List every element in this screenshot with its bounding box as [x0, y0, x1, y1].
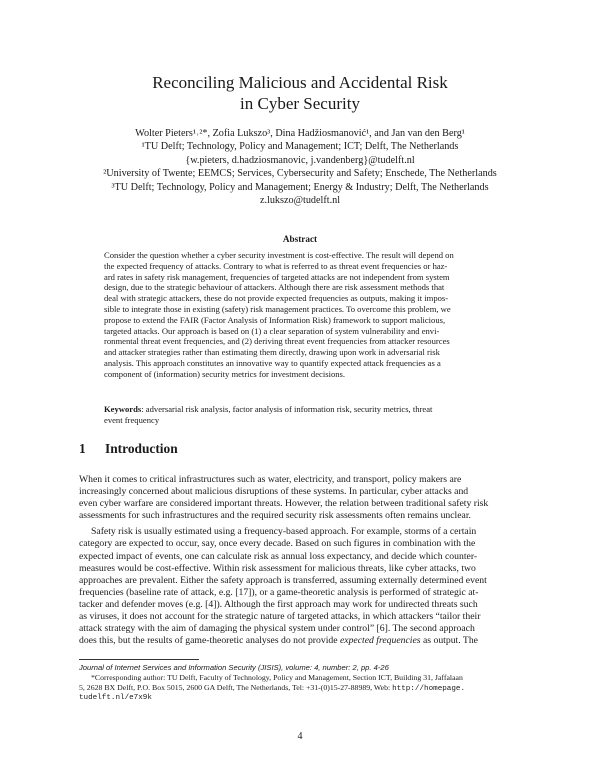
email-3: z.lukszo@tudelft.nl [259, 195, 341, 207]
body-line: approaches are prevalent. Either the safety approach is transferred, assuming externally determined event [79, 574, 487, 586]
body-line: expected impact of events, one can calculate risk as annual loss expectancy, and decide which counter- [79, 550, 478, 562]
body-line: even cyber warfare are considered important threats. However, the relation between traditional safety risk [79, 498, 489, 510]
body-line: category are expected to occur, say, once every decade. Based on such figures in combination with the [79, 538, 476, 550]
affiliation-2: ²University of Twente; EEMCS; Services, Cybersecurity and Safety; Enschede, The Netherlands [103, 168, 497, 180]
abstract-line: the expected frequency of attacks. Contrary to what is referred to as threat event frequencies or haz- [104, 260, 448, 271]
body-line: increasingly concerned about malicious disruptions of these systems. In particular, cyber attacks and [79, 486, 469, 498]
body-line: attack strategy with the aim of damaging the physical system under control” [6]. The second approach [79, 623, 475, 635]
body-line: as viruses, it does not account for the strategic nature of targeted attacks, in which attackers “tailor their [79, 611, 481, 623]
body-text-run: as output. The [420, 635, 478, 647]
keywords-line-1 [104, 404, 496, 415]
section-number: 1 [79, 441, 86, 456]
body-text-run: does this, but the results of game-theoretic analyses do not provide [79, 635, 340, 647]
body-line: Safety risk is usually estimated using a frequency-based approach. For example, storms of a certain [91, 526, 477, 538]
abstract-line: sible to integrate those in existing (safety) risk management practices. To overcome this problem, we [104, 303, 451, 314]
section-title: Introduction [105, 441, 178, 456]
body-line: tacker and defender moves (e.g. [4]). Although the first approach may work for undirected threats such [79, 598, 478, 610]
footnote-rule [79, 659, 199, 660]
abstract-heading: Abstract [282, 234, 318, 244]
author-block [40, 127, 560, 207]
body-text [79, 474, 521, 647]
page-number: 4 [297, 731, 303, 742]
body-line: measures would be cost-effective. Within risk assessment for malicious threats, like cyber attacks, two [79, 562, 476, 574]
abstract-line: deal with strategic attackers, these do not provide expected frequencies as outputs, making it impos- [104, 293, 449, 304]
keywords-line-2: event frequency [104, 414, 160, 425]
footnotes [79, 663, 521, 704]
abstract-line: ronmental threat event frequencies, and (2) deriving threat event frequencies from attacker resources [104, 336, 450, 347]
abstract-line: propose to extend the FAIR (Factor Analysis of Information Risk) framework to support malicious, [104, 314, 446, 325]
corresponding-author-line-1: *Corresponding author: TU Delft, Faculty of Technology, Policy and Management, Section ICT, Building 31, Jaffalaan [91, 672, 463, 682]
abstract-line: and attacker strategies rather than estimating them directly, drawing upon work in adversarial risk [104, 347, 440, 358]
keywords-text: : adversarial risk analysis, factor analysis of information risk, security metrics, threat [141, 404, 433, 414]
body-line [79, 635, 521, 647]
keywords [104, 404, 496, 426]
abstract-body [104, 250, 496, 380]
journal-citation: Journal of Internet Services and Information Security (JISIS), volume: 4, number: 2, pp. 4-26 [79, 663, 389, 672]
keywords-label: Keywords [104, 404, 142, 414]
abstract-line: analysis. This approach constitutes an innovative way to quantify expected attack frequencies as a [104, 357, 441, 368]
corresponding-author-line-2 [79, 683, 521, 695]
emphasis-text: expected frequencies [339, 635, 421, 647]
paper-title [60, 72, 540, 114]
body-line: assessments for such infrastructures and the required security risk assessments often remains unclear. [79, 510, 471, 522]
title-line-2: in Cyber Security [240, 94, 360, 113]
abstract-line: Consider the question whether a cyber security investment is cost-effective. The result will depend on [104, 250, 454, 260]
footnote-text: 5, 2628 BX Delft, P.O. Box 5015, 2600 GA Delft, The Netherlands, Tel: +31-(0)15-27-88989, Web: [79, 682, 393, 692]
section-heading [79, 441, 178, 457]
homepage-link-cont[interactable]: tudelft.nl/e7x9k [79, 694, 152, 703]
homepage-link[interactable]: http://homepage. [392, 684, 466, 693]
affiliation-1: ¹TU Delft; Technology, Policy and Management; ICT; Delft, The Netherlands [141, 141, 459, 153]
author-names: Wolter Pieters¹˒²*, Zofia Lukszo³, Dina Hadžiosmanović¹, and Jan van den Berg¹ [135, 128, 465, 139]
abstract-line: targeted attacks. Our approach is based on (1) a clear separation of system vulnerability and envi- [104, 325, 440, 336]
abstract-line: ard rates in safety risk management, frequencies of targeted attacks are not independent from system [104, 271, 450, 282]
title-line-1: Reconciling Malicious and Accidental Risk [152, 73, 448, 92]
emails-1: {w.pieters, d.hadziosmanovic, j.vandenberg}@tudelft.nl [185, 154, 415, 166]
affiliation-3: ³TU Delft; Technology, Policy and Management; Energy & Industry; Delft, The Netherlands [111, 181, 489, 193]
abstract-line: design, due to the strategic behaviour of attackers. Although there are risk assessment methods that [104, 282, 445, 293]
body-line: When it comes to critical infrastructures such as water, electricity, and transport, policy makers are [79, 474, 462, 485]
body-line: frequencies (baseline rate of attack, e.g. [17]), or a game-theoretic analysis is performed of strategic at- [79, 586, 479, 598]
abstract-line: component of (information) security metrics for investment decisions. [104, 368, 346, 379]
